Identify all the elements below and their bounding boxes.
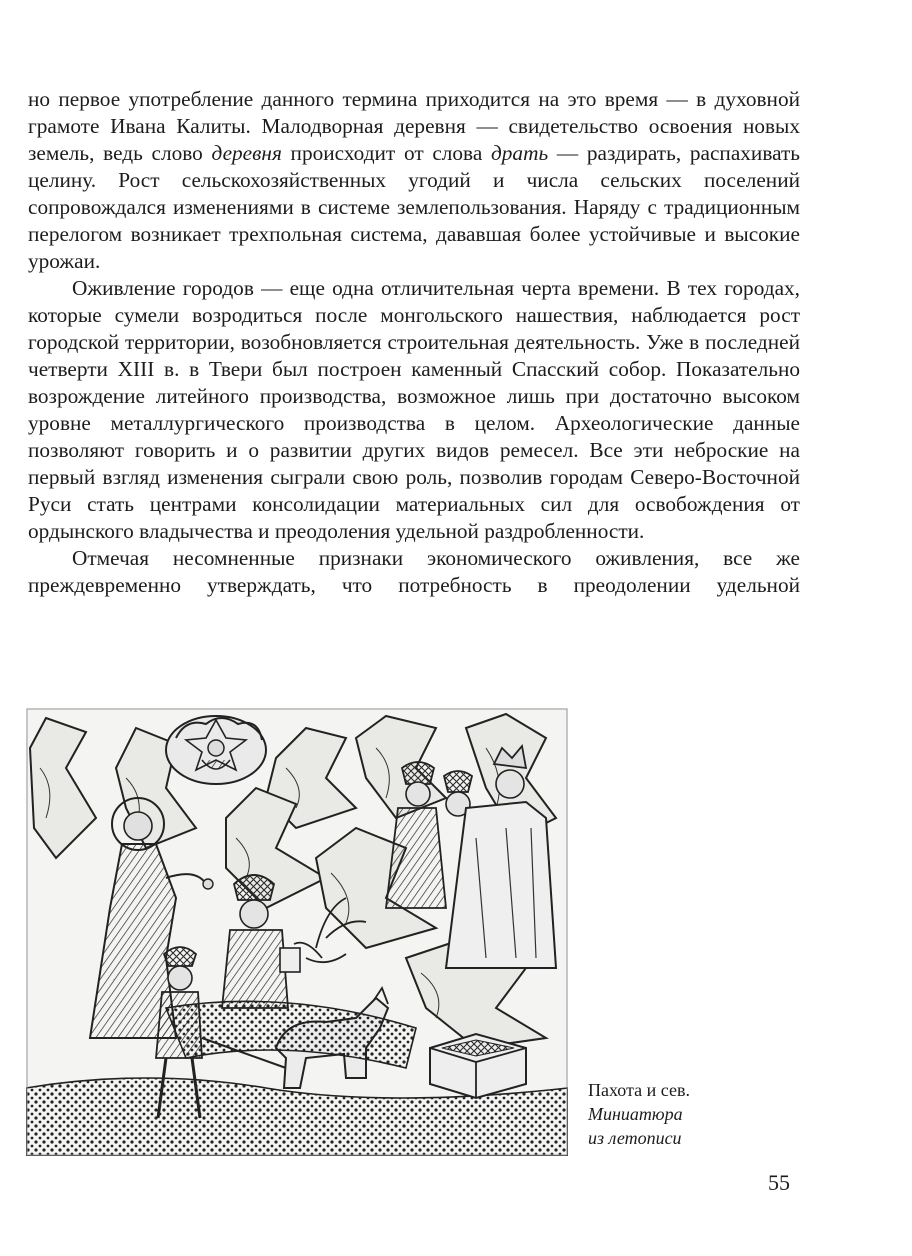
seed-box [430,1034,526,1098]
caption-line-2: Миниатюра [588,1104,683,1124]
italic-word-derevnya: деревня [211,141,282,165]
divine-figure-in-clouds [166,716,266,784]
paragraph-2: Оживление городов — еще одна отличительная черта времени. В тех городах, которые сумели возродиться после монгольского нашествия, наблюдается рост городской территории, возобновляется строительная деятельность. Уже в последней четверти XIII в. в Твери был построен каменный Спасский собор. Показательно возрождение литейного производства, возможное лишь при достаточно высоком уровне металлургического производства в целом. Археологические данные позволяют говорить и о развитии других видов ремесел. Все эти неброские на первый взгляд изменения сыграли свою роль, позволив городам Северо-Восточной Руси стать центрами консолидации материальных сил для освобождения от ордынского владычества и преодоления удельной раздробленности. [28,276,800,543]
caption-line-1: Пахота и сев. [588,1080,690,1100]
main-text [28,86,800,599]
paragraph-1-part-1: но первое употребление данного термина приходится на это время — в духовной грамоте Ивана Калиты. Малодворная деревня — свидетельство освоения новых земель, ведь слово [28,87,800,165]
page-number: 55 [768,1170,790,1195]
paragraph-1-part-2: происходит от слова [281,141,492,165]
paragraph-3: Отмечая несомненные признаки экономического оживления, все же преждевременно утверждать, что потребность в преодолении удельной [28,546,800,597]
chronicle-miniature-illustration [26,708,568,1156]
paragraph-1-part-3: — раздирать, распахивать целину. Рост сельскохозяйственных угодий и числа сельских поселений сопровождался изменениями в системе землепользования. Наряду с традиционным перелогом возникает трехпольная система, дававшая более устойчивые и высокие урожаи. [28,141,801,273]
italic-word-drat: драть [491,141,549,165]
miniature-drawing [26,708,568,1156]
paragraph-1 [28,86,800,275]
figure-caption [588,1078,788,1150]
caption-line-3: из летописи [588,1128,682,1148]
